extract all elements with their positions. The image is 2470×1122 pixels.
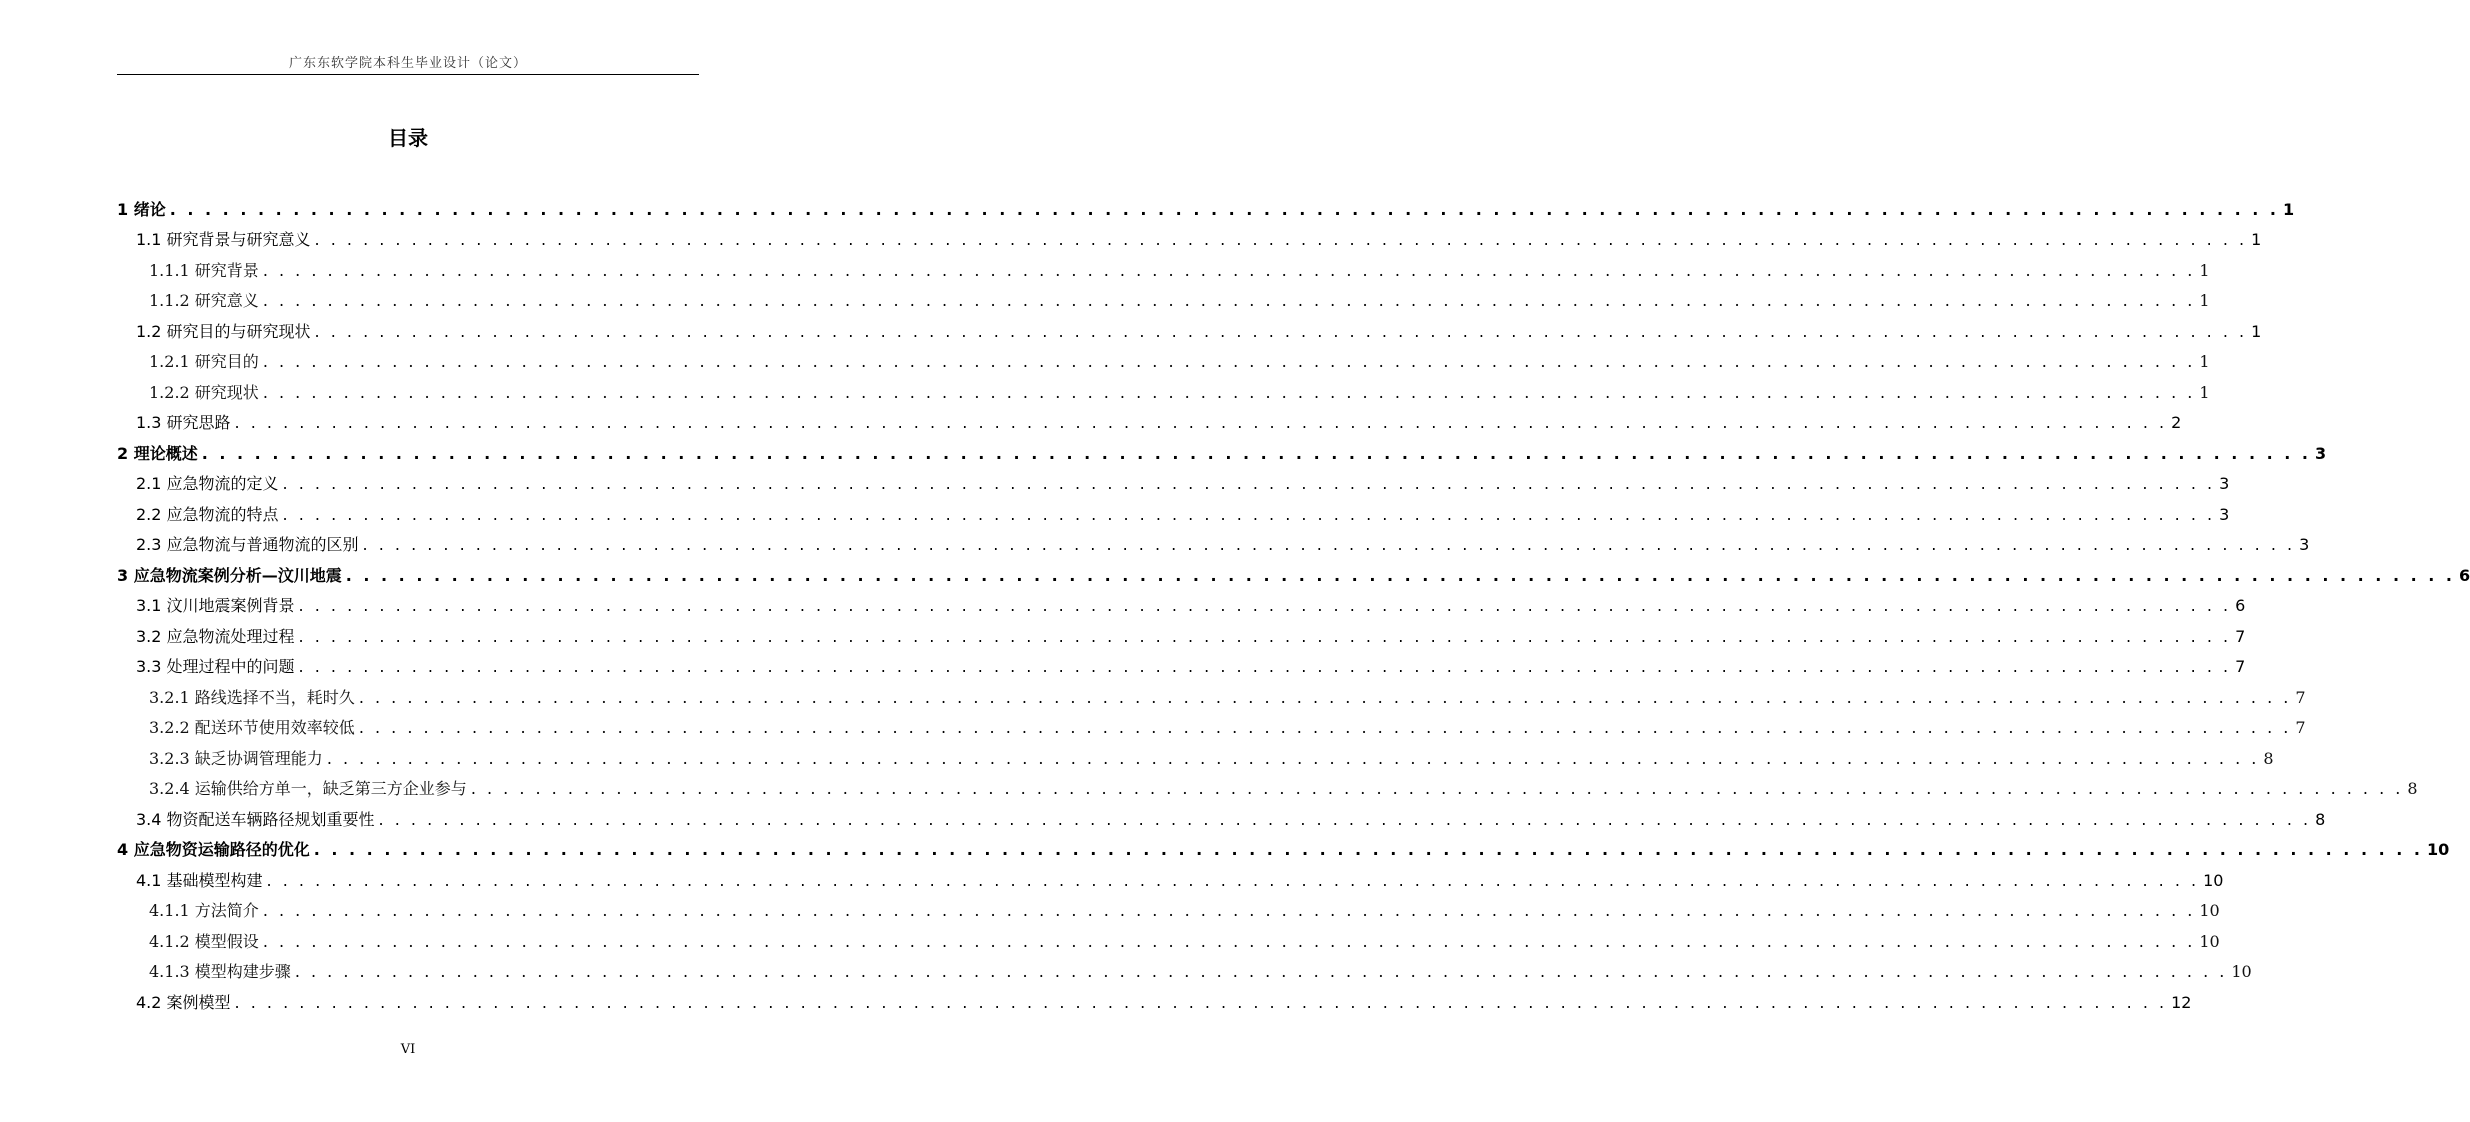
toc-entry-page: 10 — [2203, 870, 2224, 890]
toc-dot-leader: . . . . . . . . . . . . . . . . . . . . . . . . . . . . . . . . . . . . . . . . . . . . . . . . . . . . . . . . . . . . . . . . . . . . . . . . . . . . . . . . . . . . . . . . . . . . . . . . . . . . . . . . . . . . . . . . . . . . . . . . — [201, 443, 2311, 463]
toc-entry[interactable] — [117, 220, 2262, 251]
toc-dot-leader: . . . . . . . . . . . . . . . . . . . . . . . . . . . . . . . . . . . . . . . . . . . . . . . . . . . . . . . . . . . . . . . . . . . . . . . . . . . . . . . . . . . . . . . . . . . . . . . . . . . . . . . . . . . . . . . . . . . . . . . . — [378, 809, 2312, 829]
toc-entry-page: 1 — [2282, 199, 2295, 219]
toc-entry-label: 4.1.2 模型假设 — [149, 931, 259, 951]
toc-entry-page: 1 — [2251, 321, 2262, 341]
toc-dot-leader: . . . . . . . . . . . . . . . . . . . . . . . . . . . . . . . . . . . . . . . . . . . . . . . . . . . . . . . . . . . . . . . . . . . . . . . . . . . . . . . . . . . . . . . . . . . . . . . . . . . . . . . . . . . . . . . . . . . . . . . . — [294, 962, 2228, 981]
toc-dot-leader: . . . . . . . . . . . . . . . . . . . . . . . . . . . . . . . . . . . . . . . . . . . . . . . . . . . . . . . . . . . . . . . . . . . . . . . . . . . . . . . . . . . . . . . . . . . . . . . . . . . . . . . . . . . . . . . . . . . . . . . . — [234, 413, 2168, 432]
toc-entry[interactable] — [117, 921, 2220, 952]
toc-entry-page: 7 — [2295, 687, 2306, 707]
toc-entry-label: 3.3 处理过程中的问题 — [136, 657, 295, 676]
toc-dot-leader: . . . . . . . . . . . . . . . . . . . . . . . . . . . . . . . . . . . . . . . . . . . . . . . . . . . . . . . . . . . . . . . . . . . . . . . . . . . . . . . . . . . . . . . . . . . . . . . . . . . . . . . . . . . . . . . . . . . . . . . . — [314, 321, 2248, 341]
toc-entry-label: 1.1 研究背景与研究意义 — [136, 230, 311, 249]
toc-entry[interactable] — [117, 738, 2274, 769]
toc-entry-label: 1.1.2 研究意义 — [149, 291, 259, 310]
toc-entry-page: 6 — [2458, 565, 2470, 585]
toc-dot-leader: . . . . . . . . . . . . . . . . . . . . . . . . . . . . . . . . . . . . . . . . . . . . . . . . . . . . . . . . . . . . . . . . . . . . . . . . . . . . . . . . . . . . . . . . . . . . . . . . . . . . . . . . . . . . . . . . . . . . . . . . — [298, 596, 2232, 615]
toc-dot-leader: . . . . . . . . . . . . . . . . . . . . . . . . . . . . . . . . . . . . . . . . . . . . . . . . . . . . . . . . . . . . . . . . . . . . . . . . . . . . . . . . . . . . . . . . . . . . . . . . . . . . . . . . . . . . . . . . . . . . . . . . — [262, 260, 2196, 280]
toc-entry-page: 7 — [2295, 718, 2306, 737]
toc-entry-label: 1.2.1 研究目的 — [149, 352, 259, 371]
toc-entry-page: 10 — [2199, 901, 2220, 920]
toc-dot-leader: . . . . . . . . . . . . . . . . . . . . . . . . . . . . . . . . . . . . . . . . . . . . . . . . . . . . . . . . . . . . . . . . . . . . . . . . . . . . . . . . . . . . . . . . . . . . . . . . . . . . . . . . . . . . . . . . . . . . . . . . — [326, 748, 2260, 768]
toc-entry[interactable] — [117, 708, 2306, 739]
toc-dot-leader: . . . . . . . . . . . . . . . . . . . . . . . . . . . . . . . . . . . . . . . . . . . . . . . . . . . . . . . . . . . . . . . . . . . . . . . . . . . . . . . . . . . . . . . . . . . . . . . . . . . . . . . . . . . . . . . . . . . . . . . . — [470, 779, 2404, 798]
toc-entry-label: 1.3 研究思路 — [136, 413, 231, 432]
toc-entry[interactable] — [117, 464, 2230, 495]
toc-dot-leader: . . . . . . . . . . . . . . . . . . . . . . . . . . . . . . . . . . . . . . . . . . . . . . . . . . . . . . . . . . . . . . . . . . . . . . . . . . . . . . . . . . . . . . . . . . . . . . . . . . . . . . . . . . . . . . . . . . . . . . . . — [266, 870, 2200, 890]
toc-entry[interactable] — [117, 860, 2224, 891]
toc-entry-page: 7 — [2235, 626, 2246, 646]
toc-entry-label: 3.2 应急物流处理过程 — [136, 626, 295, 646]
toc-entry-page: 1 — [2199, 291, 2210, 310]
toc-entry[interactable] — [117, 189, 2295, 220]
toc-dot-leader: . . . . . . . . . . . . . . . . . . . . . . . . . . . . . . . . . . . . . . . . . . . . . . . . . . . . . . . . . . . . . . . . . . . . . . . . . . . . . . . . . . . . . . . . . . . . . . . . . . . . . . . . . . . . . . . . . . . . . . . . — [262, 931, 2196, 951]
page-number: VI — [400, 1042, 416, 1057]
toc-dot-leader: . . . . . . . . . . . . . . . . . . . . . . . . . . . . . . . . . . . . . . . . . . . . . . . . . . . . . . . . . . . . . . . . . . . . . . . . . . . . . . . . . . . . . . . . . . . . . . . . . . . . . . . . . . . . . . . . . . . . . . . . — [358, 687, 2292, 707]
toc-dot-leader: . . . . . . . . . . . . . . . . . . . . . . . . . . . . . . . . . . . . . . . . . . . . . . . . . . . . . . . . . . . . . . . . . . . . . . . . . . . . . . . . . . . . . . . . . . . . . . . . . . . . . . . . . . . . . . . . . . . . . . . . — [262, 291, 2196, 310]
toc-entry-page: 8 — [2315, 809, 2326, 829]
toc-entry-label: 4.1.3 模型构建步骤 — [149, 962, 291, 981]
toc-entry-label: 2.2 应急物流的特点 — [136, 504, 279, 524]
running-header: 广东东软学院本科生毕业设计（论文） — [288, 56, 527, 71]
toc-dot-leader: . . . . . . . . . . . . . . . . . . . . . . . . . . . . . . . . . . . . . . . . . . . . . . . . . . . . . . . . . . . . . . . . . . . . . . . . . . . . . . . . . . . . . . . . . . . . . . . . . . . . . . . . . . . . . . . . . . . . . . . . — [234, 992, 2168, 1012]
toc-entry-label: 3.2.4 运输供给方单一，缺乏第三方企业参与 — [149, 779, 467, 798]
toc-entry-label: 1 绪论 — [117, 199, 166, 219]
toc-entry[interactable] — [117, 982, 2192, 1013]
toc-entry[interactable] — [117, 433, 2327, 464]
toc-entry[interactable] — [117, 525, 2310, 556]
toc-entry-page: 8 — [2263, 748, 2274, 768]
toc-entry-page: 8 — [2407, 779, 2418, 798]
toc-entry[interactable] — [117, 799, 2326, 830]
toc-entry-label: 3.1 汶川地震案例背景 — [136, 596, 295, 615]
toc-entry[interactable] — [117, 372, 2210, 403]
toc-entry-page: 1 — [2199, 352, 2210, 371]
toc-entry-page: 10 — [2426, 840, 2450, 859]
toc-entry[interactable] — [117, 830, 2450, 861]
header-divider — [117, 74, 699, 75]
toc-dot-leader: . . . . . . . . . . . . . . . . . . . . . . . . . . . . . . . . . . . . . . . . . . . . . . . . . . . . . . . . . . . . . . . . . . . . . . . . . . . . . . . . . . . . . . . . . . . . . . . . . . . . . . . . . . . . . . . . . . . . . . . . — [362, 535, 2296, 554]
toc-entry[interactable] — [117, 891, 2220, 922]
toc-dot-leader: . . . . . . . . . . . . . . . . . . . . . . . . . . . . . . . . . . . . . . . . . . . . . . . . . . . . . . . . . . . . . . . . . . . . . . . . . . . . . . . . . . . . . . . . . . . . . . . . . . . . . . . . . . . . . . . . . . . . . . . . — [358, 718, 2292, 737]
toc-title: 目录 — [388, 126, 428, 150]
toc-entry-label: 3.2.1 路线选择不当，耗时久 — [149, 687, 355, 707]
toc-entry-label: 1.2 研究目的与研究现状 — [136, 321, 311, 341]
toc-entry[interactable] — [117, 250, 2210, 281]
table-of-contents — [117, 189, 2470, 1013]
toc-entry[interactable] — [117, 555, 2470, 586]
toc-entry-label: 1.1.1 研究背景 — [149, 260, 259, 280]
toc-entry-page: 12 — [2171, 992, 2192, 1012]
toc-entry-label: 4 应急物资运输路径的优化 — [117, 840, 310, 859]
toc-entry-label: 3.4 物资配送车辆路径规划重要性 — [136, 809, 375, 829]
toc-dot-leader: . . . . . . . . . . . . . . . . . . . . . . . . . . . . . . . . . . . . . . . . . . . . . . . . . . . . . . . . . . . . . . . . . . . . . . . . . . . . . . . . . . . . . . . . . . . . . . . . . . . . . . . . . . . . . . . . . . . . . . . . — [298, 626, 2232, 646]
toc-entry-page: 3 — [2219, 504, 2230, 524]
toc-entry[interactable] — [117, 586, 2246, 617]
toc-entry-page: 1 — [2199, 260, 2210, 280]
toc-entry[interactable] — [117, 769, 2418, 800]
toc-entry-page: 3 — [2299, 535, 2310, 554]
toc-dot-leader: . . . . . . . . . . . . . . . . . . . . . . . . . . . . . . . . . . . . . . . . . . . . . . . . . . . . . . . . . . . . . . . . . . . . . . . . . . . . . . . . . . . . . . . . . . . . . . . . . . . . . . . . . . . . . . . . . . . . . . . . — [262, 352, 2196, 371]
toc-entry[interactable] — [117, 494, 2230, 525]
toc-entry-label: 4.1 基础模型构建 — [136, 870, 263, 890]
toc-entry[interactable] — [117, 342, 2210, 373]
toc-entry-label: 3.2.3 缺乏协调管理能力 — [149, 748, 323, 768]
toc-entry-label: 2 理论概述 — [117, 443, 198, 463]
toc-entry[interactable] — [117, 311, 2262, 342]
toc-entry-page: 3 — [2314, 443, 2327, 463]
toc-entry-label: 2.3 应急物流与普通物流的区别 — [136, 535, 359, 554]
toc-dot-leader: . . . . . . . . . . . . . . . . . . . . . . . . . . . . . . . . . . . . . . . . . . . . . . . . . . . . . . . . . . . . . . . . . . . . . . . . . . . . . . . . . . . . . . . . . . . . . . . . . . . . . . . . . . . . . . . . . . . . . . . . — [314, 230, 2248, 249]
toc-dot-leader: . . . . . . . . . . . . . . . . . . . . . . . . . . . . . . . . . . . . . . . . . . . . . . . . . . . . . . . . . . . . . . . . . . . . . . . . . . . . . . . . . . . . . . . . . . . . . . . . . . . . . . . . . . . . . . . . . . . . . . . . — [313, 840, 2423, 859]
toc-dot-leader: . . . . . . . . . . . . . . . . . . . . . . . . . . . . . . . . . . . . . . . . . . . . . . . . . . . . . . . . . . . . . . . . . . . . . . . . . . . . . . . . . . . . . . . . . . . . . . . . . . . . . . . . . . . . . . . . . . . . . . . . — [169, 199, 2279, 219]
toc-dot-leader: . . . . . . . . . . . . . . . . . . . . . . . . . . . . . . . . . . . . . . . . . . . . . . . . . . . . . . . . . . . . . . . . . . . . . . . . . . . . . . . . . . . . . . . . . . . . . . . . . . . . . . . . . . . . . . . . . . . . . . . . — [298, 657, 2232, 676]
toc-dot-leader: . . . . . . . . . . . . . . . . . . . . . . . . . . . . . . . . . . . . . . . . . . . . . . . . . . . . . . . . . . . . . . . . . . . . . . . . . . . . . . . . . . . . . . . . . . . . . . . . . . . . . . . . . . . . . . . . . . . . . . . . — [262, 382, 2196, 402]
toc-entry-page: 1 — [2199, 382, 2210, 402]
toc-entry[interactable] — [117, 677, 2306, 708]
toc-entry-label: 4.2 案例模型 — [136, 992, 231, 1012]
toc-entry[interactable] — [117, 647, 2246, 678]
toc-dot-leader: . . . . . . . . . . . . . . . . . . . . . . . . . . . . . . . . . . . . . . . . . . . . . . . . . . . . . . . . . . . . . . . . . . . . . . . . . . . . . . . . . . . . . . . . . . . . . . . . . . . . . . . . . . . . . . . . . . . . . . . . — [262, 901, 2196, 920]
toc-entry-label: 3 应急物流案例分析—汶川地震 — [117, 565, 342, 585]
toc-entry-label: 2.1 应急物流的定义 — [136, 474, 279, 493]
toc-entry-page: 10 — [2199, 931, 2220, 951]
toc-entry-label: 1.2.2 研究现状 — [149, 382, 259, 402]
toc-entry-page: 3 — [2219, 474, 2230, 493]
toc-entry-page: 1 — [2251, 230, 2262, 249]
toc-entry-page: 7 — [2235, 657, 2246, 676]
toc-entry-page: 6 — [2235, 596, 2246, 615]
toc-entry[interactable] — [117, 281, 2210, 312]
toc-entry-label: 4.1.1 方法简介 — [149, 901, 259, 920]
toc-entry[interactable] — [117, 952, 2252, 983]
toc-dot-leader: . . . . . . . . . . . . . . . . . . . . . . . . . . . . . . . . . . . . . . . . . . . . . . . . . . . . . . . . . . . . . . . . . . . . . . . . . . . . . . . . . . . . . . . . . . . . . . . . . . . . . . . . . . . . . . . . . . . . . . . . — [282, 474, 2216, 493]
toc-dot-leader: . . . . . . . . . . . . . . . . . . . . . . . . . . . . . . . . . . . . . . . . . . . . . . . . . . . . . . . . . . . . . . . . . . . . . . . . . . . . . . . . . . . . . . . . . . . . . . . . . . . . . . . . . . . . . . . . . . . . . . . . — [282, 504, 2216, 524]
toc-entry-label: 3.2.2 配送环节使用效率较低 — [149, 718, 355, 737]
toc-entry-page: 10 — [2231, 962, 2252, 981]
toc-entry-page: 2 — [2171, 413, 2182, 432]
toc-dot-leader: . . . . . . . . . . . . . . . . . . . . . . . . . . . . . . . . . . . . . . . . . . . . . . . . . . . . . . . . . . . . . . . . . . . . . . . . . . . . . . . . . . . . . . . . . . . . . . . . . . . . . . . . . . . . . . . . . . . . . . . . — [345, 565, 2455, 585]
toc-entry[interactable] — [117, 616, 2246, 647]
toc-entry[interactable] — [117, 403, 2182, 434]
